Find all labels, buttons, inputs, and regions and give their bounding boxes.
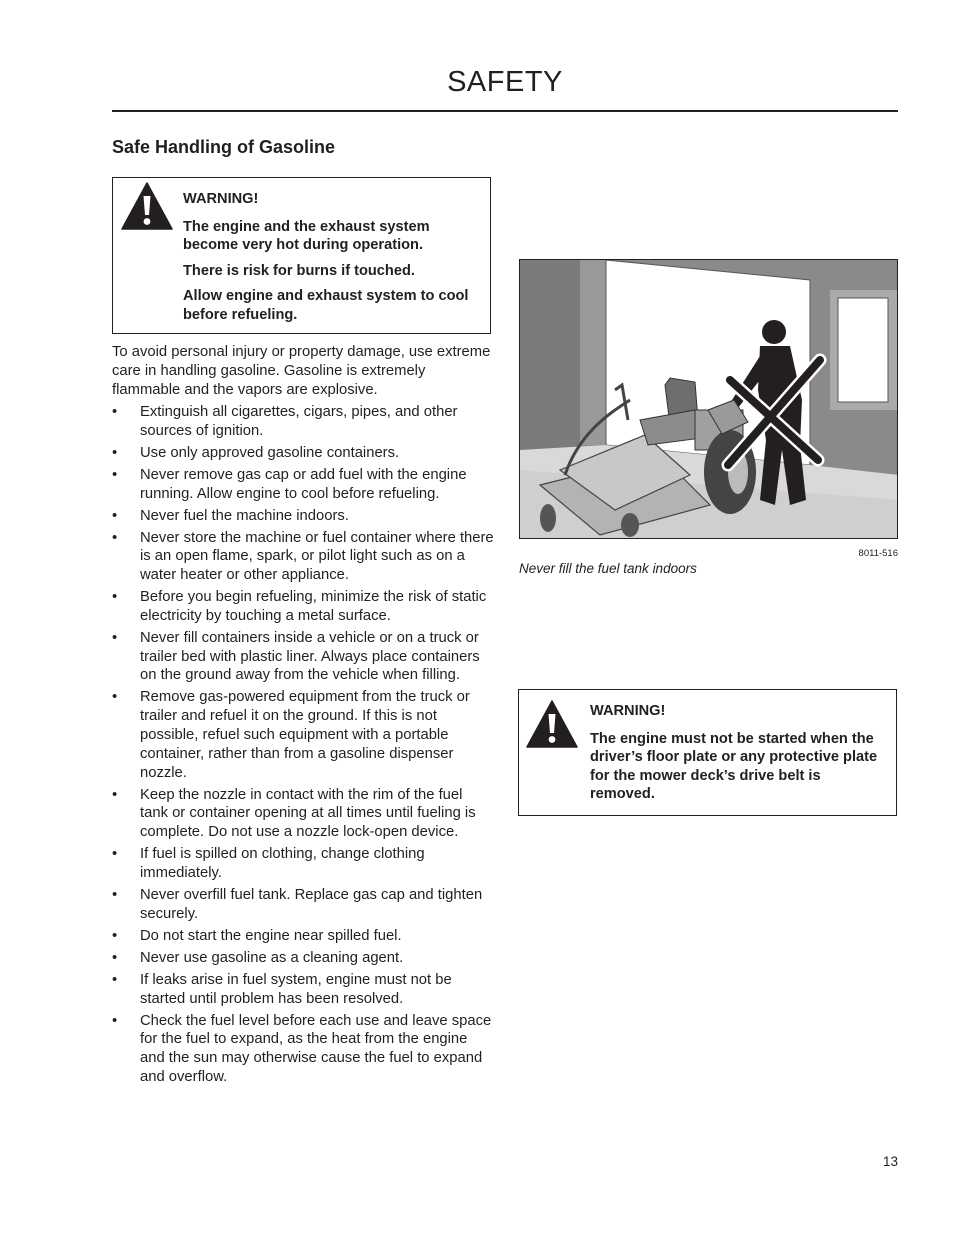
refuel-indoors-illustration — [519, 259, 898, 539]
intro-text: To avoid personal injury or property damage, use extreme care in handling gasoline. Gasoline is extremely flammable and the vapors are explosive. — [112, 344, 491, 398]
list-item: • Do not start the engine near spilled fuel. — [112, 927, 494, 946]
list-item: • Remove gas-powered equipment from the truck or trailer and refuel it on the ground. If this is not possible, refuel such equipment with a portable container, rather than from a gasoline dispenser nozzle. — [112, 688, 494, 782]
list-item: • If fuel is spilled on clothing, change clothing immediately. — [112, 845, 494, 883]
warning-triangle-icon — [121, 182, 173, 230]
intro-paragraph — [112, 343, 494, 400]
garage-mower-image — [520, 260, 898, 539]
warning-label: WARNING! — [183, 191, 259, 207]
warning-box-floor-plate — [518, 689, 897, 816]
gasoline-safety-list — [112, 403, 494, 1090]
list-item: • Before you begin refueling, minimize the risk of static electricity by touching a metal surface. — [112, 588, 494, 626]
warning-line: The engine and the exhaust system become very hot during operation. — [183, 218, 430, 253]
page-number: 13 — [882, 1154, 898, 1169]
figure-caption: Never fill the fuel tank indoors — [519, 561, 697, 576]
list-item: • Never fuel the machine indoors. — [112, 507, 494, 526]
figure-code: 8011-516 — [858, 548, 898, 559]
warning-triangle-icon — [525, 700, 579, 748]
section-heading: Safe Handling of Gasoline — [112, 137, 336, 157]
list-item: • Never overfill fuel tank. Replace gas cap and tighten securely. — [112, 886, 494, 924]
list-item: • Check the fuel level before each use and leave space for the fuel to expand, as the heat from the engine and the sun may otherwise cause the fuel to expand and overflow. — [112, 1012, 494, 1087]
warning-label: WARNING! — [590, 703, 666, 719]
list-item: • Never store the machine or fuel container where there is an open flame, spark, or pilot light such as on a water heater or other appliance. — [112, 529, 494, 585]
warning-line: There is risk for burns if touched. — [183, 262, 415, 279]
list-item: • Never fill containers inside a vehicle or on a truck or trailer bed with plastic liner. Always place containers on the ground away from the vehicle when filling. — [112, 629, 494, 685]
warning-line: The engine must not be started when the driver’s floor plate or any protective plate for the mower deck’s drive belt is removed. — [590, 730, 878, 802]
list-item: • Keep the nozzle in contact with the rim of the fuel tank or container opening at all times until fueling is complete. Do not use a nozzle lock-open device. — [112, 786, 494, 842]
list-item: • Never use gasoline as a cleaning agent. — [112, 949, 494, 968]
list-item: • If leaks arise in fuel system, engine must not be started until problem has been resolved. — [112, 971, 494, 1009]
title-divider — [112, 110, 898, 112]
warning-box-hot-engine — [112, 177, 491, 334]
list-item: • Use only approved gasoline containers. — [112, 444, 494, 463]
warning-line: Allow engine and exhaust system to cool before refueling. — [183, 288, 469, 323]
list-item: • Extinguish all cigarettes, cigars, pipes, and other sources of ignition. — [112, 403, 494, 441]
list-item: • Never remove gas cap or add fuel with the engine running. Allow engine to cool before refueling. — [112, 466, 494, 504]
page-title: SAFETY — [447, 66, 563, 98]
